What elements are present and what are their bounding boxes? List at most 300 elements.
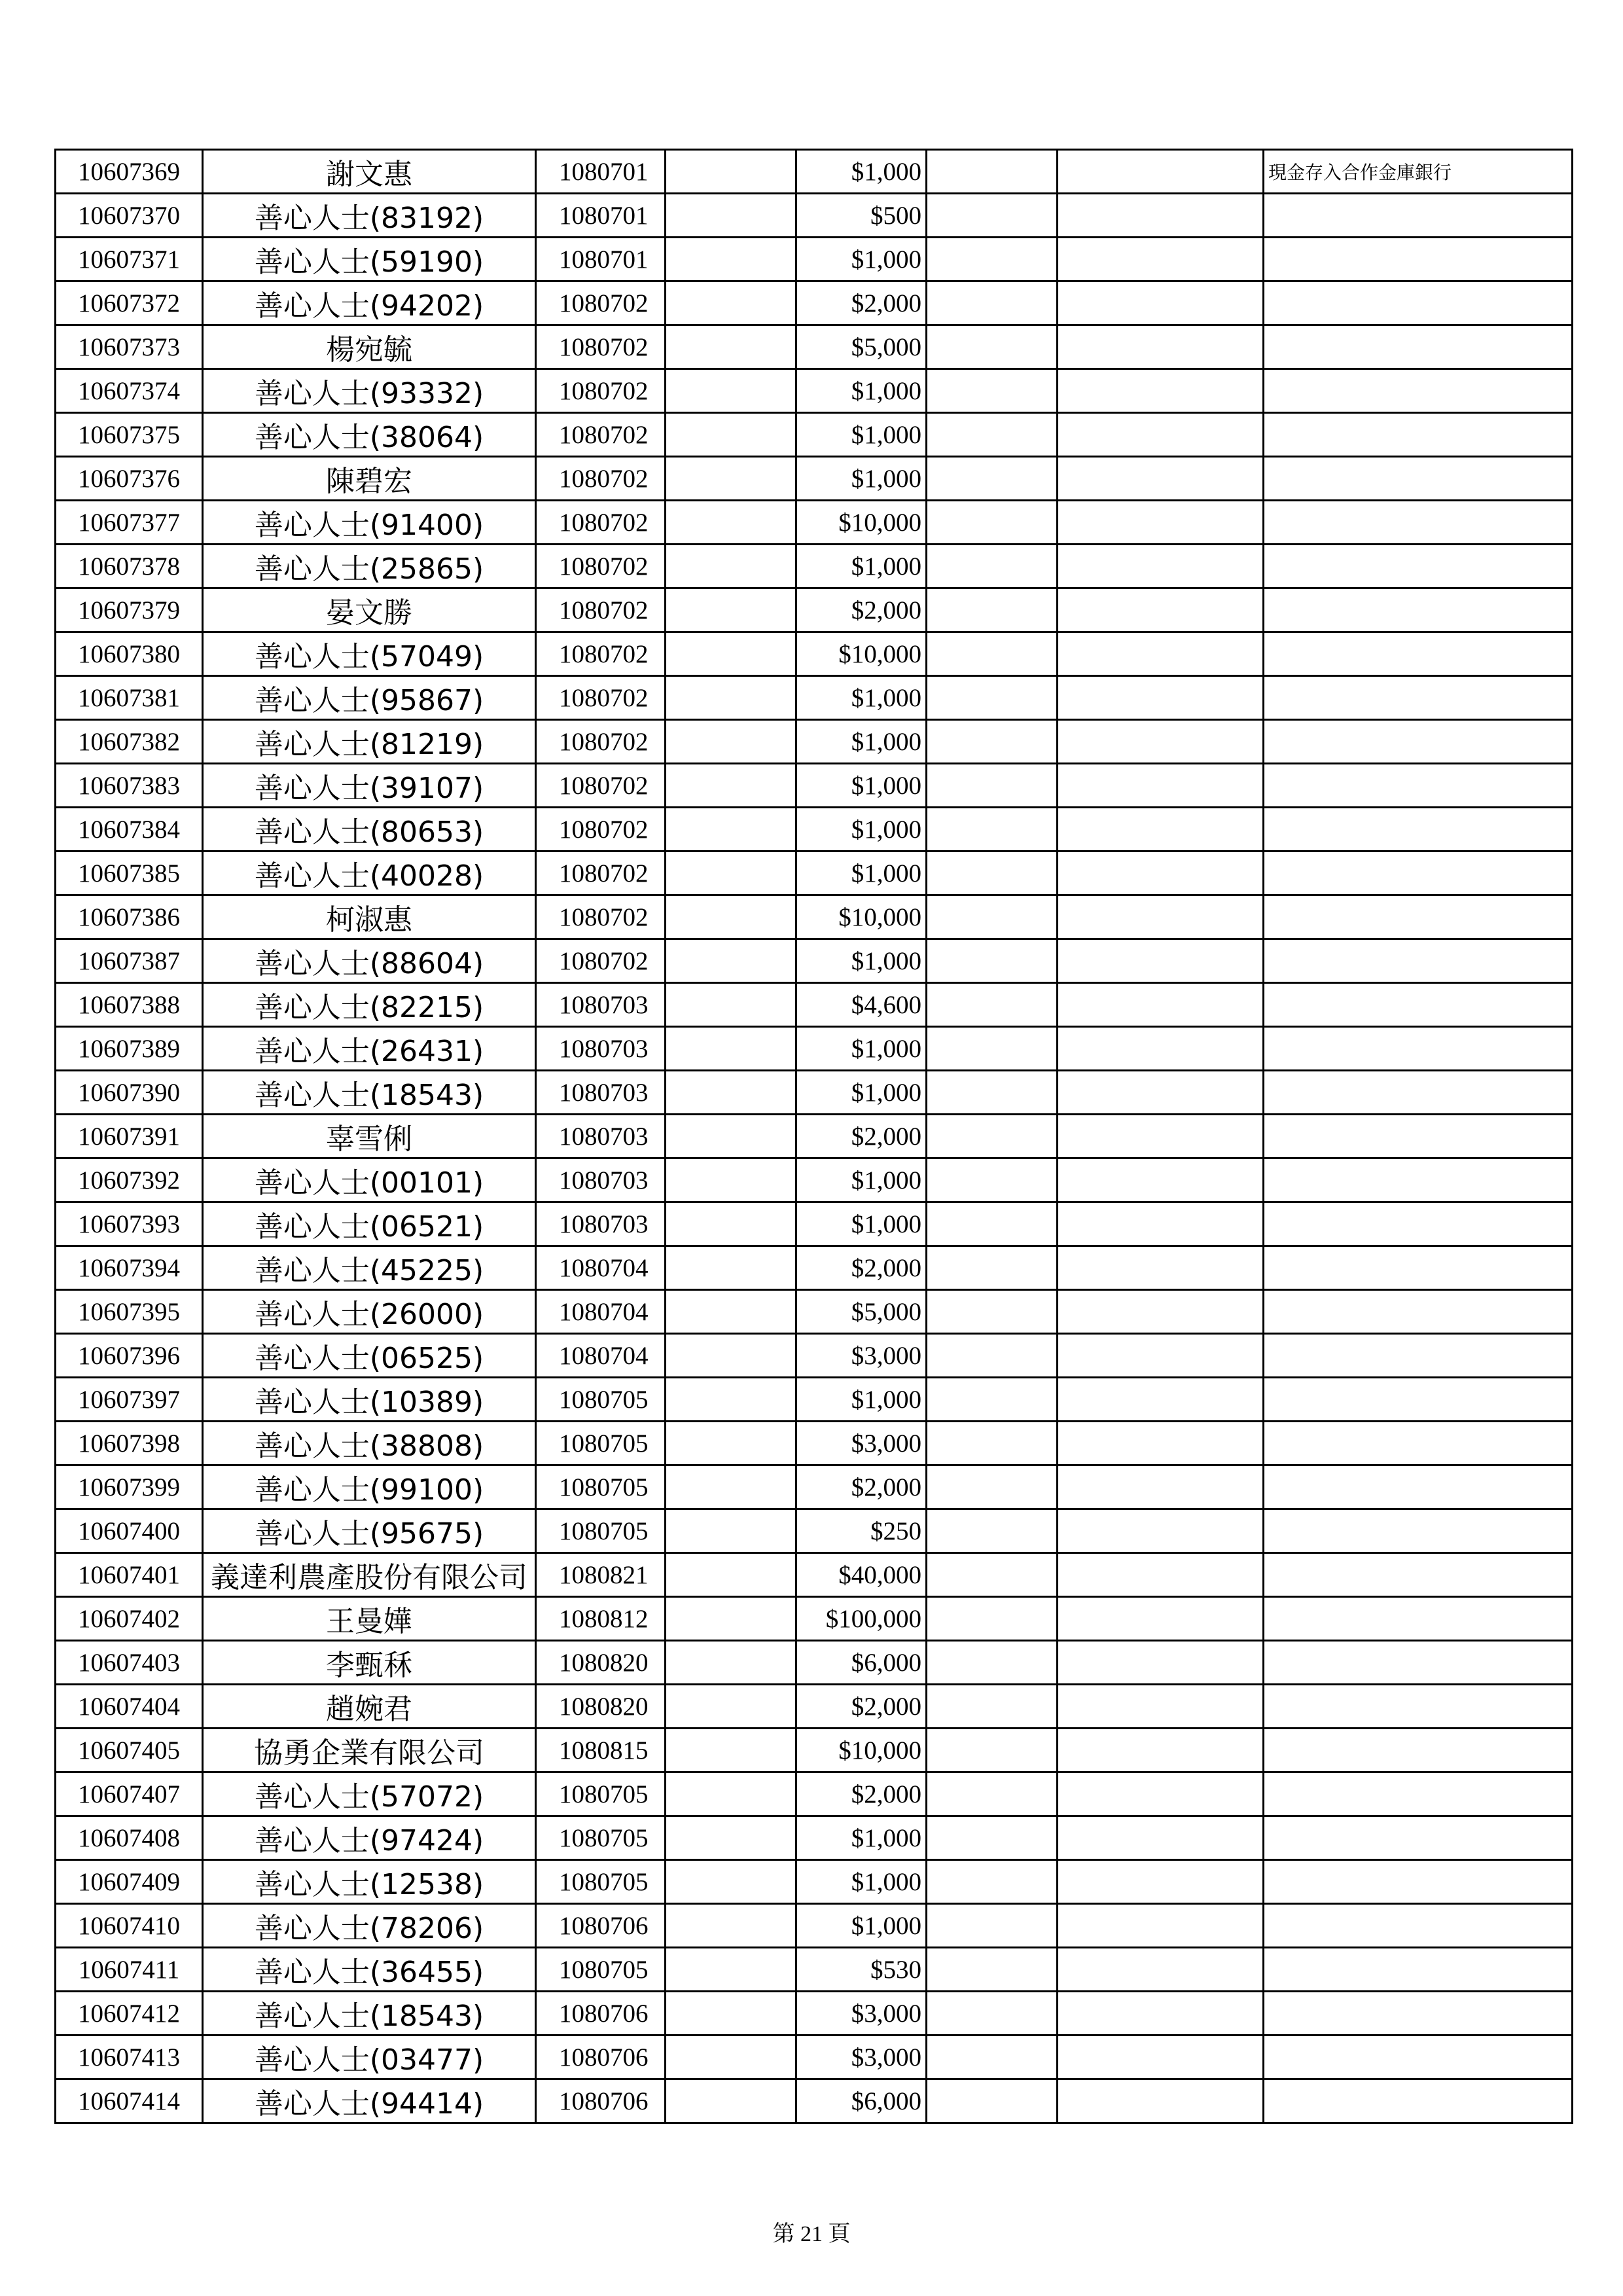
amount-cell: $1,000	[796, 1071, 927, 1115]
blank-cell	[1058, 281, 1264, 325]
blank-cell	[927, 2079, 1058, 2123]
amount-cell: $100,000	[796, 1597, 927, 1641]
note-cell	[1264, 457, 1573, 501]
blank-cell	[927, 588, 1058, 632]
receipt-number-cell: 10607404	[56, 1685, 203, 1729]
blank-cell	[1058, 588, 1264, 632]
donation-date-cell: 1080705	[536, 1422, 666, 1465]
amount-cell: $2,000	[796, 1772, 927, 1816]
blank-cell	[927, 457, 1058, 501]
table-row	[56, 1992, 1573, 2036]
blank-cell	[1058, 676, 1264, 720]
donor-name-cell: 晏文勝	[203, 588, 536, 632]
table-row	[56, 1027, 1573, 1071]
receipt-number-cell: 10607407	[56, 1772, 203, 1816]
blank-cell	[666, 632, 796, 676]
amount-cell: $1,000	[796, 808, 927, 852]
table-row	[56, 1202, 1573, 1246]
note-cell	[1264, 632, 1573, 676]
amount-cell: $2,000	[796, 1685, 927, 1729]
blank-cell	[927, 2036, 1058, 2079]
amount-cell: $2,000	[796, 281, 927, 325]
table-row	[56, 545, 1573, 588]
blank-cell	[666, 983, 796, 1027]
amount-cell: $5,000	[796, 325, 927, 369]
donation-date-cell: 1080706	[536, 2036, 666, 2079]
blank-cell	[666, 2036, 796, 2079]
donation-date-cell: 1080702	[536, 895, 666, 939]
receipt-number-cell: 10607389	[56, 1027, 203, 1071]
donation-date-cell: 1080702	[536, 413, 666, 457]
blank-cell	[1058, 2036, 1264, 2079]
amount-cell: $2,000	[796, 1115, 927, 1158]
blank-cell	[927, 1290, 1058, 1334]
receipt-number-cell: 10607405	[56, 1729, 203, 1772]
table-row	[56, 1246, 1573, 1290]
note-cell	[1264, 720, 1573, 764]
blank-cell	[666, 150, 796, 194]
donor-name-cell: 李甄秝	[203, 1641, 536, 1685]
receipt-number-cell: 10607400	[56, 1509, 203, 1553]
amount-cell: $3,000	[796, 2036, 927, 2079]
blank-cell	[927, 1071, 1058, 1115]
donation-date-cell: 1080703	[536, 1027, 666, 1071]
receipt-number-cell: 10607409	[56, 1860, 203, 1904]
blank-cell	[927, 150, 1058, 194]
donor-name-cell: 善心人士(57072)	[203, 1772, 536, 1816]
blank-cell	[666, 1509, 796, 1553]
blank-cell	[1058, 1158, 1264, 1202]
donor-name-cell: 善心人士(18543)	[203, 1071, 536, 1115]
blank-cell	[927, 413, 1058, 457]
blank-cell	[927, 676, 1058, 720]
note-cell	[1264, 1509, 1573, 1553]
donor-name-cell: 善心人士(12538)	[203, 1860, 536, 1904]
blank-cell	[1058, 1334, 1264, 1378]
receipt-number-cell: 10607381	[56, 676, 203, 720]
receipt-number-cell: 10607380	[56, 632, 203, 676]
receipt-number-cell: 10607414	[56, 2079, 203, 2123]
blank-cell	[666, 1992, 796, 2036]
blank-cell	[1058, 1641, 1264, 1685]
donor-name-cell: 善心人士(38064)	[203, 413, 536, 457]
donor-name-cell: 善心人士(40028)	[203, 852, 536, 895]
donor-name-cell: 陳碧宏	[203, 457, 536, 501]
table-row	[56, 1553, 1573, 1597]
blank-cell	[666, 1290, 796, 1334]
receipt-number-cell: 10607411	[56, 1948, 203, 1992]
blank-cell	[666, 1465, 796, 1509]
receipt-number-cell: 10607370	[56, 194, 203, 238]
receipt-number-cell: 10607382	[56, 720, 203, 764]
blank-cell	[1058, 939, 1264, 983]
blank-cell	[666, 1904, 796, 1948]
donation-date-cell: 1080702	[536, 281, 666, 325]
receipt-number-cell: 10607383	[56, 764, 203, 808]
donor-name-cell: 善心人士(06525)	[203, 1334, 536, 1378]
blank-cell	[1058, 1246, 1264, 1290]
donor-name-cell: 善心人士(83192)	[203, 194, 536, 238]
donor-name-cell: 善心人士(88604)	[203, 939, 536, 983]
blank-cell	[1058, 1992, 1264, 2036]
blank-cell	[1058, 1553, 1264, 1597]
donor-name-cell: 善心人士(39107)	[203, 764, 536, 808]
blank-cell	[1058, 1948, 1264, 1992]
donor-name-cell: 善心人士(95867)	[203, 676, 536, 720]
note-cell	[1264, 1246, 1573, 1290]
note-cell	[1264, 1465, 1573, 1509]
note-cell	[1264, 895, 1573, 939]
amount-cell: $40,000	[796, 1553, 927, 1597]
amount-cell: $2,000	[796, 588, 927, 632]
table-row	[56, 1465, 1573, 1509]
blank-cell	[666, 1027, 796, 1071]
note-cell	[1264, 501, 1573, 545]
blank-cell	[666, 1816, 796, 1860]
table-row	[56, 1509, 1573, 1553]
note-cell	[1264, 1027, 1573, 1071]
blank-cell	[1058, 808, 1264, 852]
donation-date-cell: 1080702	[536, 632, 666, 676]
donor-name-cell: 善心人士(18543)	[203, 1992, 536, 2036]
blank-cell	[1058, 501, 1264, 545]
blank-cell	[666, 852, 796, 895]
receipt-number-cell: 10607369	[56, 150, 203, 194]
blank-cell	[1058, 1816, 1264, 1860]
blank-cell	[666, 720, 796, 764]
donation-date-cell: 1080702	[536, 676, 666, 720]
blank-cell	[927, 939, 1058, 983]
donor-name-cell: 王曼嬅	[203, 1597, 536, 1641]
table-row	[56, 1378, 1573, 1422]
blank-cell	[1058, 413, 1264, 457]
receipt-number-cell: 10607408	[56, 1816, 203, 1860]
amount-cell: $500	[796, 194, 927, 238]
donation-date-cell: 1080705	[536, 1509, 666, 1553]
blank-cell	[1058, 1685, 1264, 1729]
note-cell	[1264, 194, 1573, 238]
receipt-number-cell: 10607377	[56, 501, 203, 545]
amount-cell: $10,000	[796, 632, 927, 676]
donor-name-cell: 善心人士(25865)	[203, 545, 536, 588]
note-cell	[1264, 808, 1573, 852]
donation-date-cell: 1080705	[536, 1948, 666, 1992]
table-row	[56, 325, 1573, 369]
blank-cell	[927, 1334, 1058, 1378]
blank-cell	[927, 1202, 1058, 1246]
donation-date-cell: 1080705	[536, 1772, 666, 1816]
table-row	[56, 281, 1573, 325]
table-row	[56, 1948, 1573, 1992]
blank-cell	[927, 1465, 1058, 1509]
blank-cell	[1058, 1027, 1264, 1071]
blank-cell	[1058, 150, 1264, 194]
receipt-number-cell: 10607413	[56, 2036, 203, 2079]
receipt-number-cell: 10607410	[56, 1904, 203, 1948]
blank-cell	[666, 1378, 796, 1422]
blank-cell	[1058, 1071, 1264, 1115]
receipt-number-cell: 10607391	[56, 1115, 203, 1158]
blank-cell	[1058, 1290, 1264, 1334]
table-row	[56, 983, 1573, 1027]
note-cell	[1264, 1334, 1573, 1378]
amount-cell: $1,000	[796, 1904, 927, 1948]
blank-cell	[666, 238, 796, 281]
note-cell	[1264, 1904, 1573, 1948]
blank-cell	[666, 457, 796, 501]
amount-cell: $5,000	[796, 1290, 927, 1334]
receipt-number-cell: 10607374	[56, 369, 203, 413]
amount-cell: $1,000	[796, 545, 927, 588]
receipt-number-cell: 10607385	[56, 852, 203, 895]
table-row	[56, 895, 1573, 939]
donation-date-cell: 1080704	[536, 1290, 666, 1334]
amount-cell: $1,000	[796, 1860, 927, 1904]
note-cell	[1264, 852, 1573, 895]
donor-name-cell: 善心人士(91400)	[203, 501, 536, 545]
blank-cell	[1058, 369, 1264, 413]
note-cell	[1264, 1992, 1573, 2036]
donor-name-cell: 善心人士(26000)	[203, 1290, 536, 1334]
donation-date-cell: 1080812	[536, 1597, 666, 1641]
donor-name-cell: 善心人士(93332)	[203, 369, 536, 413]
amount-cell: $3,000	[796, 1422, 927, 1465]
amount-cell: $1,000	[796, 676, 927, 720]
receipt-number-cell: 10607373	[56, 325, 203, 369]
receipt-number-cell: 10607379	[56, 588, 203, 632]
blank-cell	[1058, 852, 1264, 895]
blank-cell	[927, 1816, 1058, 1860]
blank-cell	[666, 1641, 796, 1685]
amount-cell: $1,000	[796, 1378, 927, 1422]
donation-table	[54, 149, 1573, 2124]
note-cell	[1264, 676, 1573, 720]
blank-cell	[1058, 1509, 1264, 1553]
blank-cell	[666, 895, 796, 939]
note-cell	[1264, 1290, 1573, 1334]
amount-cell: $10,000	[796, 1729, 927, 1772]
blank-cell	[927, 1027, 1058, 1071]
note-cell	[1264, 325, 1573, 369]
note-cell	[1264, 983, 1573, 1027]
donor-name-cell: 楊宛毓	[203, 325, 536, 369]
blank-cell	[1058, 457, 1264, 501]
donation-date-cell: 1080702	[536, 457, 666, 501]
donation-date-cell: 1080701	[536, 150, 666, 194]
blank-cell	[927, 1509, 1058, 1553]
receipt-number-cell: 10607387	[56, 939, 203, 983]
receipt-number-cell: 10607388	[56, 983, 203, 1027]
note-cell	[1264, 1948, 1573, 1992]
blank-cell	[1058, 1465, 1264, 1509]
table-row	[56, 1115, 1573, 1158]
blank-cell	[666, 1860, 796, 1904]
note-cell	[1264, 238, 1573, 281]
blank-cell	[666, 1115, 796, 1158]
blank-cell	[927, 1860, 1058, 1904]
note-cell	[1264, 764, 1573, 808]
receipt-number-cell: 10607372	[56, 281, 203, 325]
donation-date-cell: 1080705	[536, 1816, 666, 1860]
amount-cell: $2,000	[796, 1246, 927, 1290]
receipt-number-cell: 10607386	[56, 895, 203, 939]
blank-cell	[666, 281, 796, 325]
receipt-number-cell: 10607375	[56, 413, 203, 457]
receipt-number-cell: 10607390	[56, 1071, 203, 1115]
blank-cell	[927, 1246, 1058, 1290]
blank-cell	[927, 632, 1058, 676]
note-cell	[1264, 1553, 1573, 1597]
note-cell	[1264, 1202, 1573, 1246]
receipt-number-cell: 10607378	[56, 545, 203, 588]
donation-date-cell: 1080821	[536, 1553, 666, 1597]
note-cell	[1264, 1378, 1573, 1422]
blank-cell	[927, 238, 1058, 281]
blank-cell	[1058, 720, 1264, 764]
amount-cell: $10,000	[796, 895, 927, 939]
note-cell	[1264, 1816, 1573, 1860]
note-cell	[1264, 281, 1573, 325]
amount-cell: $6,000	[796, 1641, 927, 1685]
blank-cell	[1058, 1378, 1264, 1422]
amount-cell: $1,000	[796, 369, 927, 413]
table-row	[56, 676, 1573, 720]
table-row	[56, 2079, 1573, 2123]
donor-name-cell: 善心人士(95675)	[203, 1509, 536, 1553]
table-row	[56, 1334, 1573, 1378]
receipt-number-cell: 10607376	[56, 457, 203, 501]
blank-cell	[1058, 2079, 1264, 2123]
table-row	[56, 852, 1573, 895]
donor-name-cell: 善心人士(78206)	[203, 1904, 536, 1948]
donor-name-cell: 善心人士(80653)	[203, 808, 536, 852]
table-row	[56, 1158, 1573, 1202]
donation-date-cell: 1080702	[536, 545, 666, 588]
receipt-number-cell: 10607392	[56, 1158, 203, 1202]
table-row	[56, 939, 1573, 983]
donation-date-cell: 1080706	[536, 2079, 666, 2123]
donor-name-cell: 善心人士(38808)	[203, 1422, 536, 1465]
donor-name-cell: 善心人士(82215)	[203, 983, 536, 1027]
blank-cell	[927, 325, 1058, 369]
receipt-number-cell: 10607393	[56, 1202, 203, 1246]
blank-cell	[666, 1334, 796, 1378]
amount-cell: $2,000	[796, 1465, 927, 1509]
donor-name-cell: 謝文惠	[203, 150, 536, 194]
amount-cell: $1,000	[796, 150, 927, 194]
donation-date-cell: 1080701	[536, 194, 666, 238]
note-cell	[1264, 1071, 1573, 1115]
table-row	[56, 150, 1573, 194]
table-row	[56, 194, 1573, 238]
note-cell	[1264, 1641, 1573, 1685]
table-row	[56, 1729, 1573, 1772]
donor-name-cell: 善心人士(06521)	[203, 1202, 536, 1246]
donor-name-cell: 善心人士(00101)	[203, 1158, 536, 1202]
note-cell: 現金存入合作金庫銀行	[1264, 150, 1573, 194]
blank-cell	[927, 1115, 1058, 1158]
donor-name-cell: 善心人士(94414)	[203, 2079, 536, 2123]
table-row	[56, 413, 1573, 457]
table-row	[56, 1597, 1573, 1641]
blank-cell	[927, 808, 1058, 852]
blank-cell	[927, 983, 1058, 1027]
blank-cell	[1058, 194, 1264, 238]
blank-cell	[1058, 545, 1264, 588]
blank-cell	[666, 1948, 796, 1992]
donor-name-cell: 善心人士(10389)	[203, 1378, 536, 1422]
donor-name-cell: 趙婉君	[203, 1685, 536, 1729]
amount-cell: $1,000	[796, 1158, 927, 1202]
donor-name-cell: 善心人士(59190)	[203, 238, 536, 281]
donation-date-cell: 1080702	[536, 501, 666, 545]
blank-cell	[1058, 1597, 1264, 1641]
amount-cell: $3,000	[796, 1334, 927, 1378]
blank-cell	[927, 281, 1058, 325]
amount-cell: $1,000	[796, 939, 927, 983]
blank-cell	[666, 1158, 796, 1202]
note-cell	[1264, 1158, 1573, 1202]
blank-cell	[666, 545, 796, 588]
blank-cell	[666, 1729, 796, 1772]
receipt-number-cell: 10607399	[56, 1465, 203, 1509]
blank-cell	[927, 1378, 1058, 1422]
donor-name-cell: 協勇企業有限公司	[203, 1729, 536, 1772]
note-cell	[1264, 1422, 1573, 1465]
amount-cell: $1,000	[796, 852, 927, 895]
note-cell	[1264, 1772, 1573, 1816]
blank-cell	[1058, 1904, 1264, 1948]
donor-name-cell: 善心人士(99100)	[203, 1465, 536, 1509]
donation-date-cell: 1080701	[536, 238, 666, 281]
blank-cell	[1058, 764, 1264, 808]
blank-cell	[927, 545, 1058, 588]
blank-cell	[1058, 1729, 1264, 1772]
blank-cell	[927, 1553, 1058, 1597]
blank-cell	[927, 194, 1058, 238]
donation-date-cell: 1080702	[536, 939, 666, 983]
blank-cell	[666, 1071, 796, 1115]
table-row	[56, 369, 1573, 413]
table-row	[56, 501, 1573, 545]
table-row	[56, 1860, 1573, 1904]
table-row	[56, 1071, 1573, 1115]
blank-cell	[666, 413, 796, 457]
blank-cell	[666, 2079, 796, 2123]
table-row	[56, 238, 1573, 281]
donation-date-cell: 1080704	[536, 1334, 666, 1378]
amount-cell: $1,000	[796, 1816, 927, 1860]
donation-date-cell: 1080702	[536, 808, 666, 852]
table-row	[56, 1641, 1573, 1685]
donor-name-cell: 善心人士(36455)	[203, 1948, 536, 1992]
donation-date-cell: 1080703	[536, 1202, 666, 1246]
table-row	[56, 1772, 1573, 1816]
blank-cell	[1058, 238, 1264, 281]
amount-cell: $250	[796, 1509, 927, 1553]
blank-cell	[666, 325, 796, 369]
note-cell	[1264, 545, 1573, 588]
receipt-number-cell: 10607394	[56, 1246, 203, 1290]
donor-name-cell: 善心人士(03477)	[203, 2036, 536, 2079]
donor-name-cell: 善心人士(45225)	[203, 1246, 536, 1290]
blank-cell	[666, 1246, 796, 1290]
donation-date-cell: 1080815	[536, 1729, 666, 1772]
donation-date-cell: 1080702	[536, 369, 666, 413]
page-number: 第 21 頁	[772, 2222, 851, 2246]
amount-cell: $1,000	[796, 413, 927, 457]
blank-cell	[927, 501, 1058, 545]
